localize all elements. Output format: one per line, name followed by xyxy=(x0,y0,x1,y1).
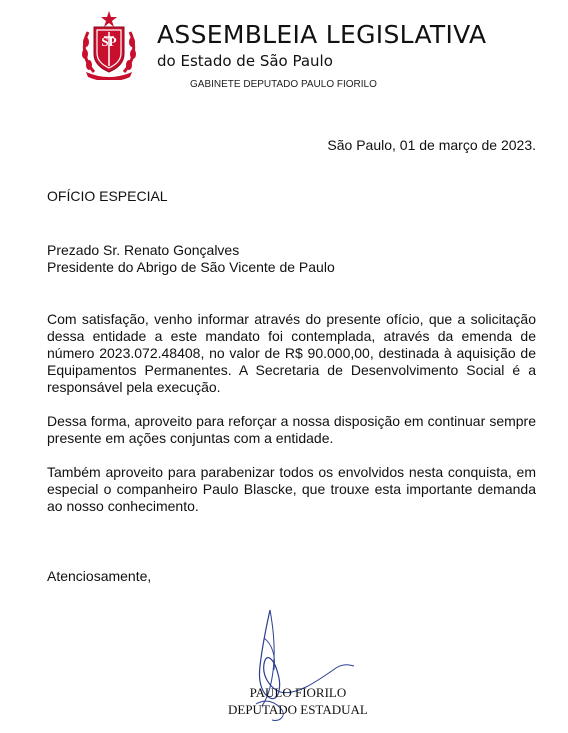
body-paragraph-1: Com satisfação, venho informar através do presente ofício, que a solicitação dessa entidade a este mandato foi contemplada, através da emenda de número 2023.072.48408, no valor de R$ 90.000,00, destinada à aquisição de Equipamentos Permanentes. A Secretaria de Desenvolvimento Social é a responsável pela execução. xyxy=(47,311,536,395)
document-title: OFÍCIO ESPECIAL xyxy=(47,188,168,204)
seal-lettering: SP xyxy=(101,34,117,49)
recipient-role: Presidente do Abrigo de São Vicente de Paulo xyxy=(47,259,335,275)
organization-subtitle: do Estado de São Paulo xyxy=(157,52,333,70)
recipient-name: Prezado Sr. Renato Gonçalves xyxy=(47,242,240,258)
closing-salutation: Atenciosamente, xyxy=(47,568,152,584)
body-paragraph-2: Dessa forma, aproveito para reforçar a nossa disposição em continuar sempre presente em ações conjuntas com a entidade. xyxy=(47,413,536,446)
body-paragraph-3: Também aproveito para parabenizar todos os envolvidos nesta conquista, em especial o companheiro Paulo Blascke, que trouxe esta importante demanda ao nosso conhecimento. xyxy=(47,464,536,514)
signatory-name: PAULO FIORILO xyxy=(249,685,347,700)
organization-name: ASSEMBLEIA LEGISLATIVA xyxy=(157,20,487,49)
office-name: GABINETE DEPUTADO PAULO FIORILO xyxy=(190,79,377,90)
signatory-block xyxy=(228,684,368,718)
letter-date: São Paulo, 01 de março de 2023. xyxy=(327,137,536,153)
signatory-role: DEPUTADO ESTADUAL xyxy=(228,702,368,717)
recipient-block xyxy=(47,242,335,276)
